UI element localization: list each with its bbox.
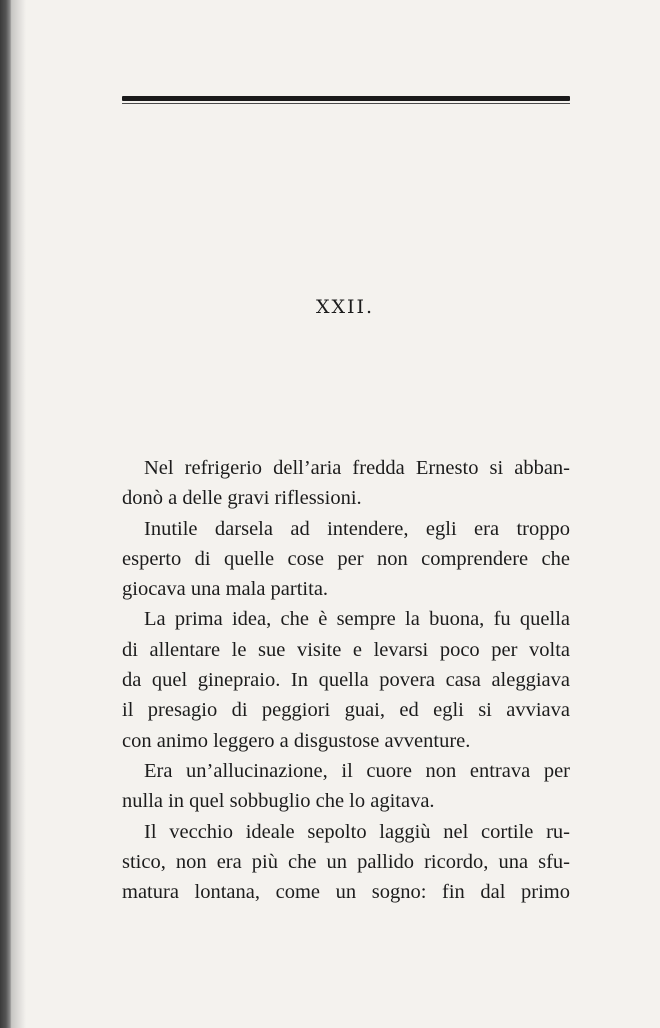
text-line: stico, non era più che un pallido ricordo, una sfu- bbox=[122, 850, 570, 873]
text-line: Nel refrigerio dell’aria fredda Ernesto si abban- bbox=[144, 457, 570, 479]
chapter-body-text bbox=[122, 453, 570, 907]
paragraph bbox=[122, 453, 570, 514]
text-line: Era un’allucinazione, il cuore non entrava per bbox=[144, 759, 570, 782]
text-line: La prima idea, che è sempre la buona, fu quella bbox=[144, 608, 570, 631]
paragraph bbox=[122, 604, 570, 755]
text-line: donò a delle gravi riflessioni. bbox=[122, 487, 362, 510]
text-line: Inutile darsela ad intendere, egli era troppo bbox=[144, 517, 570, 540]
gutter-shadow bbox=[12, 0, 26, 1028]
text-line: esperto di quelle cose per non comprendere che bbox=[122, 547, 570, 570]
text-line: da quel ginepraio. In quella povera casa aleggiava bbox=[122, 669, 570, 692]
text-line: giocava una mala partita. bbox=[122, 578, 329, 601]
text-line: il presagio di peggiori guai, ed egli si avviava bbox=[122, 699, 570, 722]
text-line: nulla in quel sobbuglio che lo agitava. bbox=[122, 790, 435, 813]
text-line: Il vecchio ideale sepolto laggiù nel cortile ru- bbox=[144, 820, 570, 843]
paragraph bbox=[122, 817, 570, 908]
text-line: con animo leggero a disgustose avventure. bbox=[122, 729, 471, 752]
book-spine-shadow bbox=[0, 0, 12, 1028]
chapter-number: XXII. bbox=[315, 296, 375, 318]
header-rule-thin bbox=[122, 103, 570, 104]
header-rule bbox=[122, 96, 570, 101]
text-line: matura lontana, come un sogno: fin dal primo bbox=[122, 881, 570, 904]
text-line: di allentare le sue visite e levarsi poco per volta bbox=[122, 638, 570, 661]
paragraph bbox=[122, 756, 570, 817]
paragraph bbox=[122, 514, 570, 605]
